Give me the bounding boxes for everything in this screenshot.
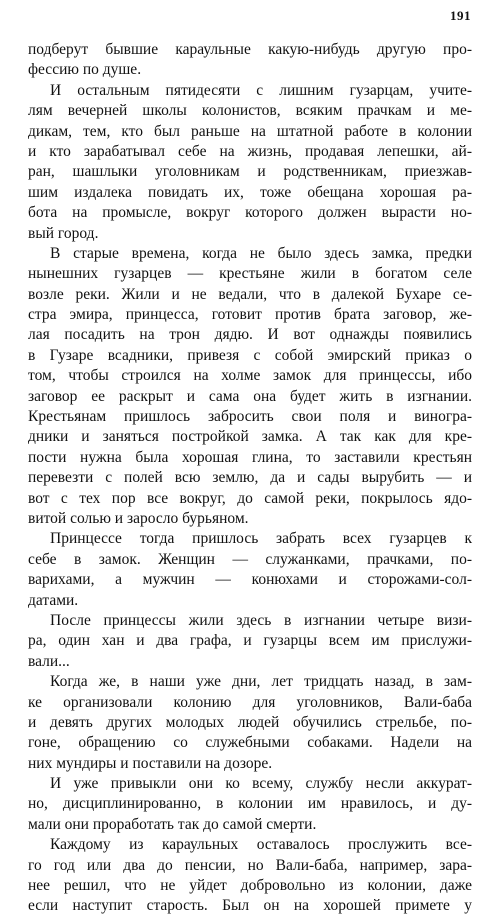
text-line: Когда же, в наши уже дни, лет тридцать назад, в зам- — [50, 673, 472, 691]
text-line: если наступит старость. Был он на хорошей примете у — [28, 897, 472, 915]
text-line: витой солью и заросло бурьяном. — [28, 509, 249, 527]
text-line: подберут бывшие караульные какую-нибудь другую про- — [28, 41, 472, 58]
text-line: Принцессе тогда пришлось забрать всех гузарцев к — [50, 530, 472, 548]
text-line: мали они проработать так до самой смерти. — [28, 815, 317, 833]
text-line: лая посадить на трон дядю. И вот однажды появились — [28, 326, 472, 344]
text-line: После принцессы жили здесь в изгнании четыре визи- — [50, 611, 472, 629]
text-line: шим издалека повидать их, тоже обещана хорошая ра- — [28, 183, 472, 201]
text-line: заговор ее раскрыт и сама она будет жить в изгнании. — [28, 387, 472, 405]
text-line: фессию по душе. — [28, 61, 142, 79]
text-line: и девять других молодых людей обучились стрельбе, по- — [28, 713, 472, 731]
text-line: нынешних гузарцев — крестьяне жили в богатом селе — [28, 265, 472, 283]
text-line: них мундиры и поставили на дозоре. — [28, 754, 273, 772]
text-line: лям вечерней школы колонистов, всяким прачкам и ме- — [28, 102, 472, 120]
text-line: бота на промысле, вокруг которого должен вырасти но- — [28, 204, 472, 222]
text-line: ран, шашлыки уголовникам и родственникам, приезжав- — [28, 163, 472, 181]
text-line: перевезти с полей всю землю, да и сады вырубить — и — [28, 469, 472, 487]
text-line: вот с тех пор все вокруг, до самой реки, покрылось ядо- — [28, 489, 472, 507]
text-line: варихами, а мужчин — конюхами и сторожами-сол- — [28, 571, 472, 589]
text-line: но, дисциплинированно, в колонии им нравилось, и ду- — [28, 795, 472, 813]
text-line: пости нужна была хорошая глина, то заставили крестьян — [28, 448, 472, 466]
body-text — [28, 40, 472, 917]
text-line: стра эмира, принцесса, готовит против брата заговор, же- — [28, 306, 472, 324]
text-line: Крестьянам пришлось забросить свои поля и виногра- — [28, 408, 472, 426]
text-line: дники и заняться постройкой замка. А так как для кре- — [28, 428, 472, 446]
text-line: В старые времена, когда не было здесь замка, предки — [50, 244, 472, 262]
text-line: том, чтобы строился на холме замок для принцессы, ибо — [28, 367, 472, 385]
text-line: И уже привыкли они ко всему, службу несли аккурат- — [50, 775, 472, 793]
text-line: Каждому из караульных оставалось прослужить все- — [50, 836, 472, 854]
text-line: дикам, тем, кто был раньше на штатной работе в колонии — [28, 122, 472, 140]
text-line: возле реки. Жили и не ведали, что в далекой Бухаре се- — [28, 285, 472, 303]
page-number: 191 — [450, 8, 471, 23]
text-line: вый город. — [28, 224, 99, 242]
text-line: го год или два до пенсии, но Вали-баба, например, зара- — [28, 856, 472, 874]
text-line: датами. — [28, 591, 79, 609]
text-line: себе в замок. Женщин — служанками, прачками, по- — [28, 550, 472, 568]
text-line: ке организовали колонию для уголовников, Вали-баба — [28, 693, 472, 711]
text-line: в Гузаре всадники, привезя с собой эмирский приказ о — [28, 346, 472, 364]
text-line: ра, один хан и два графа, и гузарцы всем им прислужи- — [28, 632, 472, 650]
text-line: гоне, обращению со служебными собаками. Надели на — [28, 734, 472, 752]
text-line: И остальным пятидесяти с лишним гузарцам, учите- — [50, 81, 472, 99]
text-line: и кто зарабатывал себе на жизнь, продавая лепешки, ай- — [28, 142, 472, 160]
text-line: вали... — [28, 652, 70, 670]
text-line: нее решил, что не уйдет добровольно из колонии, даже — [28, 877, 472, 895]
